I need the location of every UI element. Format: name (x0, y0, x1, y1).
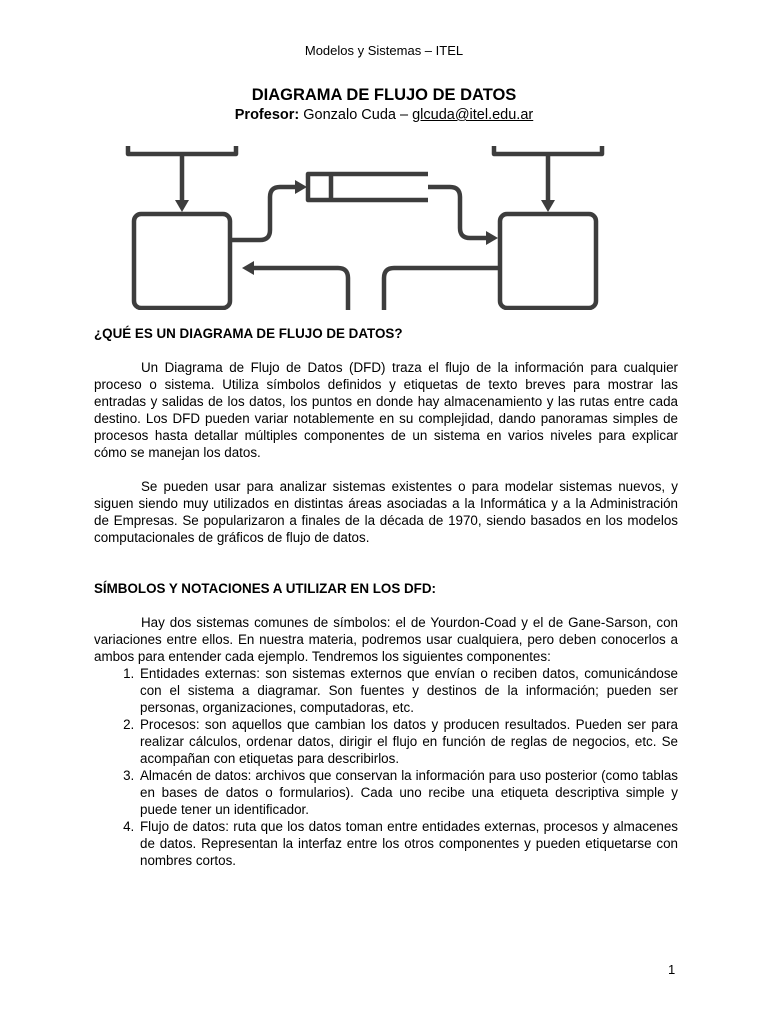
list-item: 4. Flujo de datos: ruta que los datos toman entre entidades externas, procesos y almacenes de datos. Representan la interfaz entre los otros componentes y pueden etiquetarse con nombres cortos. (138, 818, 678, 869)
arrowhead-left-process (242, 261, 254, 275)
document-subtitle (0, 107, 768, 123)
professor-name: Gonzalo Cuda – (299, 107, 413, 123)
flow-return-to-left (252, 268, 348, 310)
arrowhead-right-store (295, 180, 307, 194)
section-heading-que-es: ¿QUÉ ES UN DIAGRAMA DE FLUJO DE DATOS? (94, 326, 403, 341)
page-number: 1 (668, 962, 676, 977)
page-header: Modelos y Sistemas – ITEL (304, 43, 464, 58)
flow-process-to-store (230, 187, 297, 240)
paragraph-symbol-systems: Hay dos sistemas comunes de símbolos: el de Yourdon-Coad y el de Gane-Sarson, con variaciones entre ellos. En nuestra materia, podremos usar cualquiera, pero deben conocerlos a ambos para entender cada ejemplo. Tendremos los siguientes componentes: (94, 615, 678, 664)
list-item: 3. Almacén de datos: archivos que conservan la información para uso posterior (como tablas en bases de datos o formularios). Cada uno recibe una etiqueta descriptiva simple y puede tener un identificador. (138, 767, 678, 818)
process-right-shape (500, 214, 596, 308)
external-entity-right-shape (494, 146, 602, 154)
list-item: 2. Procesos: son aquellos que cambian los datos y producen resultados. Pueden ser para realizar cálculos, ordenar datos, dirigir el flujo en función de reglas de negocios, etc. Se acompañan con etiquetas para describirlos. (138, 716, 678, 767)
list-item: 1. Entidades externas: son sistemas externos que envían o reciben datos, comunicándose con el sistema a diagramar. Son fuentes y destinos de la información; pueden ser personas, organizaciones, computadoras, etc. (138, 665, 678, 716)
professor-label: Profesor: (234, 107, 300, 123)
arrowhead-down-left (175, 200, 189, 212)
flow-up-to-right (384, 268, 498, 310)
data-store-shape (308, 174, 428, 200)
section-heading-simbolos: SÍMBOLOS Y NOTACIONES A UTILIZAR EN LOS DFD: (94, 581, 436, 596)
document-title: DIAGRAMA DE FLUJO DE DATOS (251, 86, 517, 104)
paragraph-usage: Se pueden usar para analizar sistemas existentes o para modelar sistemas nuevos, y siguen siendo muy utilizados en distintas áreas asociadas a la Informática y a la Administración de Empresas. Se popularizaron a finales de la década de 1970, siendo basados en los modelos computacionales de gráficos de flujo de datos. (94, 479, 678, 545)
components-list (94, 665, 678, 869)
professor-email-link[interactable]: glcuda@itel.edu.ar (412, 107, 534, 123)
arrowhead-right-process (486, 231, 498, 245)
external-entity-left-shape (128, 146, 236, 154)
document-body (94, 325, 678, 869)
paragraph-definition: Un Diagrama de Flujo de Datos (DFD) traza el flujo de la información para cualquier proceso o sistema. Utiliza símbolos definidos y etiquetas de texto breves para mostrar las entradas y salidas de los datos, los puntos en donde hay almacenamiento y las rutas entre cada destino. Los DFD pueden variar notablemente en su complejidad, dando panoramas simples de procesos hasta detallar múltiples componentes de un sistema en varios niveles para explicar cómo se manejan los datos. (94, 360, 678, 460)
process-left-shape (134, 214, 230, 308)
dfd-illustration (110, 140, 610, 310)
arrowhead-down-right (541, 200, 555, 212)
flow-store-to-process (428, 187, 488, 238)
